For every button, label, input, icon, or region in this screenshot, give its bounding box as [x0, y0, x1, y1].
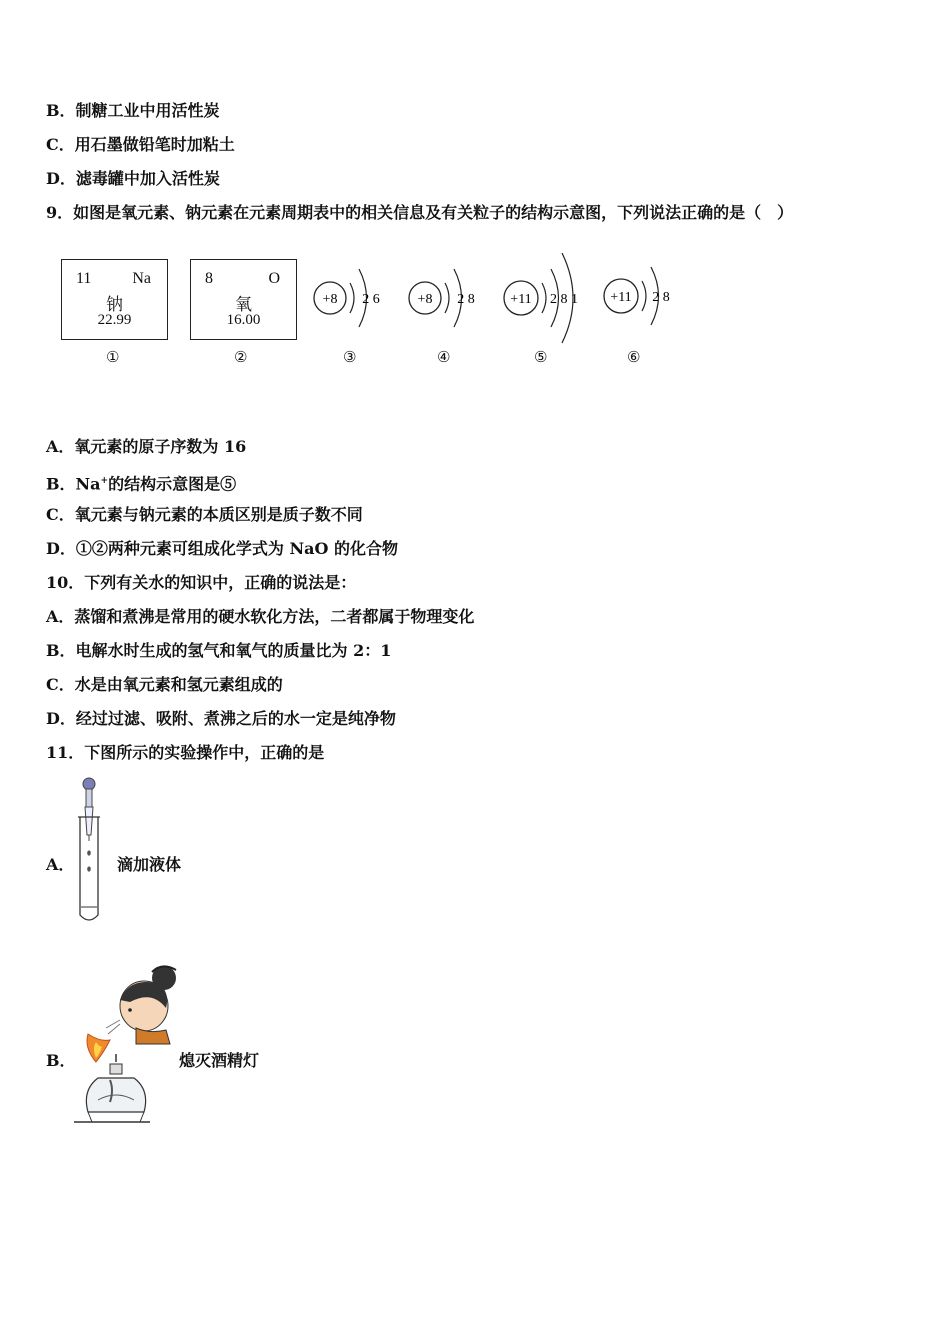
dropper-test-tube-illustration [72, 775, 108, 927]
shell-electrons: 2 8 [652, 290, 670, 305]
q11-option-a-letter: A． [46, 855, 75, 874]
atomic-number: 11 [76, 270, 92, 287]
element-card-oxygen [190, 259, 297, 340]
atom-diagram-5 [500, 245, 590, 350]
q8-option-b: B．制糖工业中用活性炭 [46, 101, 220, 120]
atomic-mass: 22.99 [97, 312, 132, 328]
nucleus-charge: +11 [610, 290, 632, 305]
q8-option-d: D．滤毒罐中加入活性炭 [46, 169, 220, 188]
q11-option-b-caption: 熄灭酒精灯 [179, 1051, 260, 1070]
q9-option-b: B．Na+的结构示意图是⑤ [46, 474, 237, 494]
q11-option-a-caption: 滴加液体 [117, 855, 182, 874]
q10-stem: 10．下列有关水的知识中，正确的说法是： [46, 573, 357, 592]
atomic-number: 8 [205, 270, 213, 287]
atom-diagram-6 [600, 252, 685, 342]
nucleus-charge: +8 [322, 292, 338, 307]
element-name: 氧 [235, 295, 252, 314]
shell-electrons: 2 6 [362, 292, 380, 307]
nucleus-charge: +11 [510, 292, 532, 307]
q10-option-a: A．蒸馏和煮沸是常用的硬水软化方法，二者都属于物理变化 [46, 607, 475, 626]
shell-electrons: 2 8 1 [550, 292, 578, 307]
figure-label-1: ① [106, 348, 120, 366]
shell-electrons: 2 8 [457, 292, 475, 307]
element-card-sodium [61, 259, 168, 340]
atom-diagram-3 [310, 255, 390, 345]
q10-option-c: C．水是由氧元素和氢元素组成的 [46, 675, 283, 694]
element-symbol: Na [132, 270, 151, 287]
q10-option-d: D．经过过滤、吸附、煮沸之后的水一定是纯净物 [46, 709, 396, 728]
blowing-alcohol-lamp-illustration [70, 962, 185, 1127]
figure-label-6: ⑥ [627, 348, 641, 366]
figure-label-4: ④ [437, 348, 451, 366]
atomic-mass: 16.00 [226, 312, 261, 328]
q10-option-b: B．电解水时生成的氢气和氧气的质量比为 2：1 [46, 641, 392, 660]
q9-option-a: A．氧元素的原子序数为 16 [46, 437, 247, 456]
nucleus-charge: +8 [417, 292, 433, 307]
element-name: 钠 [106, 295, 123, 314]
figure-label-3: ③ [343, 348, 357, 366]
q8-option-c: C．用石墨做铅笔时加粘土 [46, 135, 235, 154]
element-symbol: O [268, 270, 280, 287]
atom-diagram-4 [405, 255, 485, 345]
q9-option-c: C．氧元素与钠元素的本质区别是质子数不同 [46, 505, 363, 524]
q9-option-d: D．①②两种元素可组成化学式为 NaO 的化合物 [46, 539, 398, 558]
q9-stem: 9．如图是氧元素、钠元素在元素周期表中的相关信息及有关粒子的结构示意图，下列说法正确的是（ ） [46, 203, 794, 222]
figure-label-2: ② [234, 348, 248, 366]
q11-option-b-letter: B． [46, 1051, 76, 1070]
figure-label-5: ⑤ [534, 348, 548, 366]
q11-stem: 11．下图所示的实验操作中，正确的是 [46, 743, 325, 762]
